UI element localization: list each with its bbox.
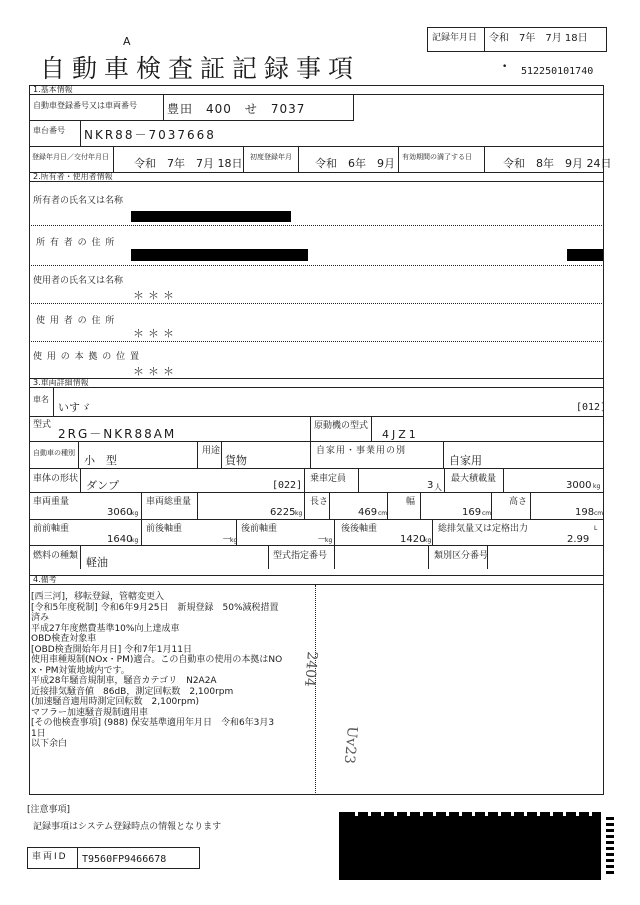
section-owner-title: 2.所有者・使用者情報 [33, 172, 113, 181]
owner-address-label: 所 有 者 の 住 所 [36, 238, 116, 248]
chassis-label: 車台番号 [33, 126, 65, 135]
front-rear-axle-label: 前後軸重 [146, 524, 183, 534]
base-location-value: ＊＊＊ [133, 365, 178, 378]
maker-label: 車名 [33, 395, 49, 404]
record-date-label: 記録年月日 [432, 33, 478, 43]
maxload-label: 最大積載量 [451, 474, 497, 484]
fuel-label: 燃料の種類 [33, 551, 79, 561]
owner-address-redaction [131, 249, 308, 261]
vehicle-id-value: T9560FP9466678 [82, 854, 167, 865]
rear-front-axle-label: 後前軸重 [241, 524, 278, 534]
remarks-text: [西三河]，移転登録，管轄変更入 [令和5年度税制] 令和6年9月25日 新規登録 50%減税措置 済み 平成27年度燃費基準10%向上達成車 OBD検査対象車 [OBD検査開始年月日] 令和7年1月11日 使用車種規制(NOx・PM)適合。この自動車の使用の本拠はNO x・PM対策地域内です。 平成28年騒音規制車，騒音カテゴリ N2A2A 近接排気騒音値 86dB，測定回転数 2,100rpm (加速騒音適用時測定回転数 2,100rpm) マフラー加速騒音規制適用車 [その他検査事項] (988) 保安基準適用年月日 令和6年3月3 1日 以下余白 [31, 592, 283, 749]
private-value: 自家用 [449, 454, 482, 467]
rear-rear-axle-label: 後後軸重 [341, 524, 378, 534]
gross-label: 車両総重量 [146, 497, 192, 507]
user-address-value: ＊＊＊ [133, 327, 178, 340]
user-address-label: 使 用 者 の 住 所 [36, 316, 116, 326]
maker-value: いすゞ [58, 401, 91, 414]
issue-date-label: 登録年月日／交付年月日 [32, 153, 109, 161]
fuel-value: 軽油 [86, 556, 108, 569]
user-name-label: 使用者の氏名又は名称 [33, 276, 124, 286]
expiry-label: 有効期間の満了する日 [402, 153, 472, 161]
length-value: 469 [358, 507, 378, 518]
front-front-axle-label: 前前軸重 [33, 524, 70, 534]
section-vehicle-title: 3.車両詳細情報 [33, 378, 89, 387]
chassis-value: NKR88－7037668 [84, 128, 216, 142]
type-designation-label: 型式指定番号 [273, 551, 328, 561]
document-title: 自動車検査証記録事項 [40, 54, 361, 83]
private-label: 自家用・事業用の別 [316, 446, 407, 456]
section-vehicle-header [30, 378, 603, 388]
form-mark: A [123, 35, 131, 48]
owner-name-label: 所有者の氏名又は名称 [33, 196, 124, 206]
section-remarks-header [30, 575, 603, 585]
section-owner-header [30, 172, 603, 182]
capacity-label: 乗車定員 [310, 474, 347, 484]
maxload-value: 3000 [566, 480, 592, 491]
record-date-value: 令和 7年 7月 18日 [489, 33, 588, 44]
first-reg-label: 初度登録年月 [250, 153, 292, 161]
displacement-unit: L [594, 525, 598, 532]
body-label: 車体の形状 [33, 474, 79, 484]
kind-value: 小 型 [84, 454, 117, 467]
displacement-value: 2.99 [567, 534, 590, 545]
engine-label: 原動機の型式 [314, 421, 369, 431]
user-name-value: ＊＊＊ [133, 289, 178, 302]
height-label: 高さ [509, 497, 528, 507]
capacity-value: 3 [427, 480, 434, 491]
class-number-label: 類別区分番号 [434, 551, 489, 561]
use-value: 貨物 [225, 454, 247, 467]
section-basic-title: 1.基本情報 [33, 85, 73, 94]
model-value: 2RG－NKR88AM [58, 427, 177, 441]
weight-label: 車両重量 [33, 497, 70, 507]
redacted-stamp [339, 812, 601, 880]
width-label: 幅 [406, 497, 416, 507]
vehicle-id-label: 車両ID [32, 852, 68, 862]
body-value: ダンプ [86, 479, 120, 492]
weight-value: 3060 [107, 507, 133, 518]
height-value: 198 [575, 507, 595, 518]
model-label: 型式 [33, 420, 52, 430]
maker-code: [012] [576, 402, 607, 413]
displacement-label: 総排気量又は定格出力 [438, 524, 529, 534]
reg-no-label: 自動車登録番号又は車両番号 [33, 101, 137, 110]
kind-label: 自動車の種別 [33, 449, 75, 457]
notice-text: 記録事項はシステム登録時点の情報となります [33, 822, 222, 832]
handwritten-note-1: 2404 [300, 650, 320, 688]
base-location-label: 使 用 の 本 拠 の 位 置 [33, 352, 141, 362]
first-reg-value: 令和 6年 9月 [315, 157, 395, 170]
front-rear-axle-value: － [222, 534, 232, 545]
document-number: 512250101740 [521, 66, 594, 77]
engine-value: 4JZ1 [382, 428, 419, 441]
body-code: [022] [272, 480, 303, 491]
reg-no-value: 豊田 400 せ 7037 [167, 102, 306, 116]
rear-front-axle-value: － [317, 534, 327, 545]
gross-value: 6225 [270, 507, 296, 518]
handwritten-note-2: Uv23 [340, 725, 360, 765]
width-value: 169 [462, 507, 482, 518]
owner-name-redaction [131, 211, 291, 222]
use-label: 用途 [202, 446, 221, 456]
capacity-unit: 人 [434, 483, 442, 492]
issue-date-value: 令和 7年 7月 18日 [134, 157, 243, 170]
expiry-value: 令和 8年 9月 24日 [503, 157, 612, 170]
section-basic-header [30, 85, 603, 95]
front-front-axle-value: 1640 [107, 534, 133, 545]
length-label: 長さ [310, 497, 329, 507]
section-remarks-title: 4.備考 [33, 575, 57, 584]
notice-title: [注意事項] [27, 805, 71, 815]
rear-rear-axle-value: 1420 [400, 534, 426, 545]
